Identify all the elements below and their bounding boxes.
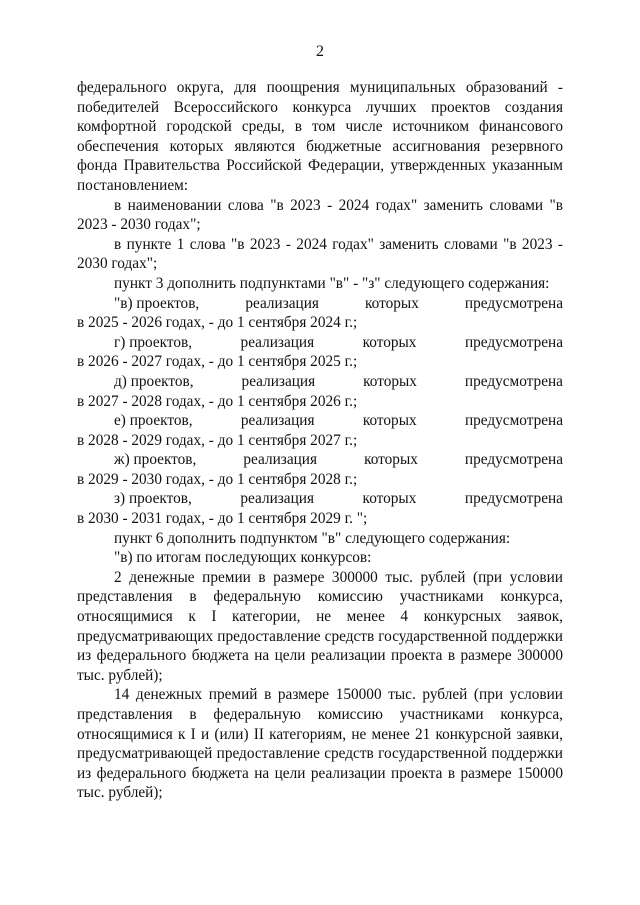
subpoint-first-line (77, 333, 563, 353)
subpoint-continuation: в 2029 - 2030 годах, - до 1 сентября 2028 г.; (77, 470, 358, 488)
subpoint-word: реализация (245, 294, 319, 312)
subpoint-word: д) проектов, (114, 372, 194, 390)
subpoints-list (77, 294, 563, 529)
subpoint (77, 333, 563, 372)
subpoint-word: которых (362, 490, 417, 508)
naming-change-paragraph: в наименовании слова "в 2023 - 2024 годах" заменить словами "в 2023 - 2030 годах"; (77, 196, 563, 234)
subpoint-word: предусмотрена (464, 412, 563, 430)
subpoint-continuation: в 2025 - 2026 годах, - до 1 сентября 2024 г.; (77, 314, 358, 332)
subpoint-word: которых (362, 333, 417, 351)
document-body (77, 78, 563, 803)
subpoint-word: реализация (240, 490, 314, 508)
subpoint-word: предусмотрена (464, 451, 563, 469)
subpoint-word: которых (364, 451, 418, 469)
subpoint-word: предусмотрена (464, 294, 563, 312)
point6-intro-paragraph: пункт 6 дополнить подпунктом "в" следующего содержания: (114, 529, 511, 547)
subpoint-word: предусмотрена (464, 372, 563, 390)
subpoint (77, 372, 563, 411)
subpoint-word: предусмотрена (464, 333, 563, 351)
point6-subpoint-heading: "в) по итогам последующих конкурсов: (114, 549, 372, 567)
subpoint-first-line (77, 489, 563, 509)
subpoint-first-line (77, 450, 563, 470)
point1-change-paragraph: в пункте 1 слова "в 2023 - 2024 годах" заменить словами "в 2023 - 2030 годах"; (77, 235, 563, 273)
subpoint-continuation: в 2027 - 2028 годах, - до 1 сентября 2026 г.; (77, 392, 358, 410)
subpoint-word: г) проектов, (114, 333, 193, 351)
subpoint-first-line (77, 372, 563, 392)
page-number: 2 (316, 43, 324, 60)
prize-paragraph-1: 2 денежные премии в размере 300000 тыс. рублей (при условии представления в федеральную комиссию участниками конкурса, относящимися к I категории, не менее 4 конкурсных заявок, предусматривающих предоставление средств государственной поддержки из федерального бюджета на цели реализации проекта в размере 300000 тыс. рублей); (77, 568, 563, 684)
subpoint-word: которых (363, 372, 417, 390)
subpoint-word: е) проектов, (114, 412, 193, 430)
prize-paragraph-2: 14 денежных премий в размере 150000 тыс. рублей (при условии представления в федеральную комиссию участниками конкурса, относящимися к I и (или) II категориям, не менее 21 конкурсной заявки, предусматривающей предоставление средств государственной поддержки из федерального бюджета на цели реализации проекта в размере 150000 тыс. рублей); (77, 686, 563, 802)
subpoint-word: ж) проектов, (114, 451, 197, 469)
subpoint-continuation: в 2030 - 2031 годах, - до 1 сентября 2029 г. "; (77, 510, 368, 528)
subpoint-word: реализация (240, 333, 315, 351)
subpoint-word: реализация (243, 451, 318, 469)
point3-intro-paragraph: пункт 3 дополнить подпунктами "в" - "з" следующего содержания: (114, 274, 550, 292)
subpoint-word: которых (362, 412, 417, 430)
subpoint-word: з) проектов, (114, 490, 192, 508)
subpoint-continuation: в 2026 - 2027 годах, - до 1 сентября 2025 г.; (77, 353, 358, 371)
subpoint (77, 489, 563, 528)
subpoint (77, 411, 563, 450)
subpoint-word: которых (365, 294, 419, 312)
intro-paragraph: федерального округа, для поощрения муниципальных образований - победителей Всероссийского конкурса лучших проектов создания комфортной городской среды, в том числе источником финансового обеспечения которых являются бюджетные ассигнования резервного фонда Правительства Российской Федерации, утвержденных указанным постановлением: (77, 79, 563, 194)
subpoint-word: реализация (241, 372, 316, 390)
subpoint (77, 294, 563, 333)
subpoint-word: "в) проектов, (114, 294, 200, 312)
subpoint-continuation: в 2028 - 2029 годах, - до 1 сентября 2027 г.; (77, 431, 358, 449)
subpoint-word: предусмотрена (464, 490, 563, 508)
subpoint-first-line (77, 294, 563, 314)
subpoint (77, 450, 563, 489)
subpoint-word: реализация (240, 412, 315, 430)
subpoint-first-line (77, 411, 563, 431)
